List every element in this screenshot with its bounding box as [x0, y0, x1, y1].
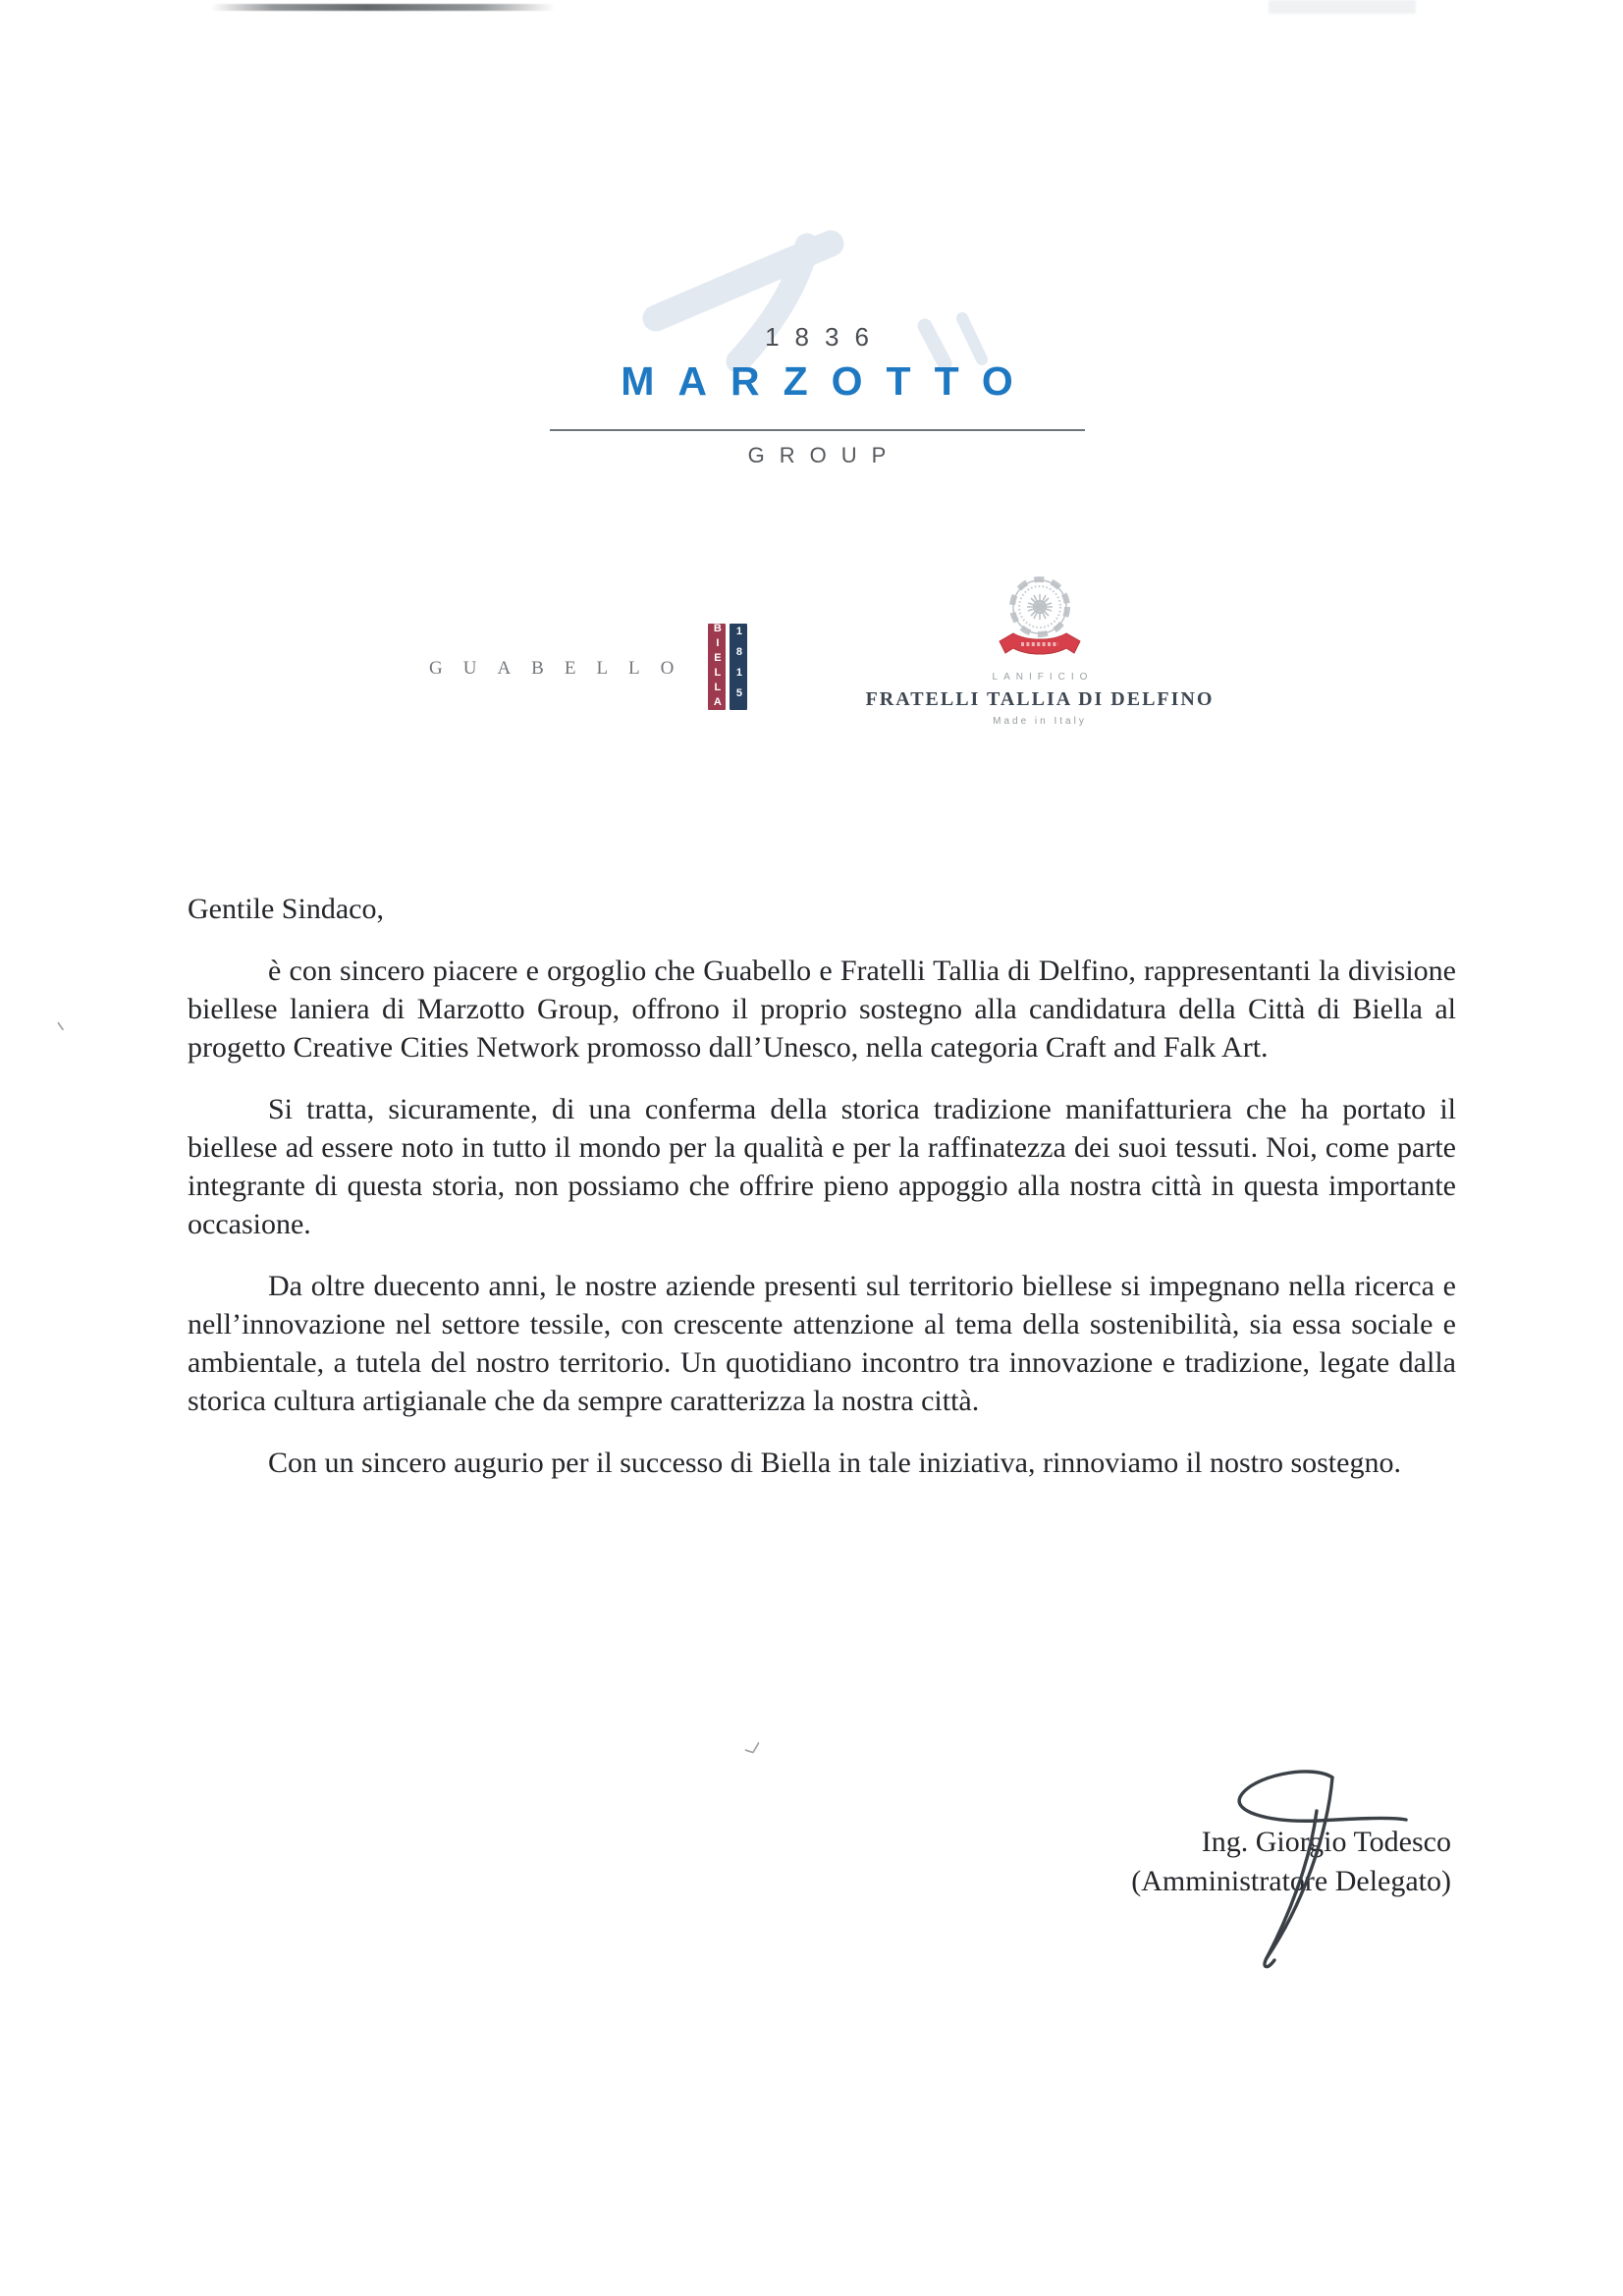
guabello-1815-text: 1815 [732, 626, 745, 708]
tallia-wordmark: FRATELLI TALLIA DI DELFINO [865, 688, 1215, 710]
signatory-name: Ing. Giorgio Todesco [1201, 1826, 1451, 1858]
letter-paragraph-1: è con sincero piacere e orgoglio che Guabello e Fratelli Tallia di Delfino, rappresentanti la divisione biellese laniera di Marzotto Group, offrono il proprio sostegno alla candidatura della Città di Biella al progetto Creative Cities Network promosso dall’Unesco, nella categoria Craft and Falk Art. [188, 955, 1456, 1064]
guabello-biella-bar [708, 624, 726, 710]
signature-block [1131, 1823, 1451, 1901]
tallia-crest-icon [998, 574, 1082, 669]
brand-divider [550, 429, 1085, 431]
letter-salutation: Gentile Sindaco, [188, 893, 384, 925]
letter-paragraph-3: Da oltre duecento anni, le nostre aziende presenti sul territorio biellese si impegnano nella ricerca e nell’innovazione nel settore tessile, con crescente attenzione al tema della sostenibilità, sia essa sociale e ambientale, a tutela del nostro territorio. Un quotidiano incontro tra innovazione e tradizione, legate dalla storica cultura artigianale che da sempre caratterizza la nostra città. [188, 1270, 1456, 1417]
brand-year: 1836 [765, 322, 885, 352]
scan-artifact-streak [211, 4, 555, 11]
tallia-lanificio-label: LANIFICIO [992, 672, 1094, 683]
guabello-bars [708, 624, 747, 710]
letter-paragraph-4: Con un sincero augurio per il successo di Biella in tale iniziativa, rinnoviamo il nostro sostegno. [268, 1447, 1401, 1479]
scan-artifact-patch [1269, 0, 1416, 14]
brand-group-label: GROUP [747, 443, 901, 467]
letter-body [188, 890, 1456, 1505]
scan-artifact-speck [744, 1739, 760, 1754]
tallia-made-in-italy: Made in Italy [993, 716, 1087, 727]
scan-artifact-speck [57, 1017, 70, 1030]
letter-paragraph-2: Si tratta, sicuramente, di una conferma della storica tradizione manifatturiera che ha portato il biellese ad essere noto in tutto il mondo per la qualità e per la raffinatezza dei suoi tessuti. Noi, come parte integrante di questa storia, non possiamo che offrire pieno appoggio alla nostra città in questa importante occasione. [188, 1093, 1456, 1240]
guabello-1815-bar [730, 624, 747, 710]
guabello-wordmark: GUABELLO [429, 657, 695, 679]
signatory-title: (Amministratore Delegato) [1131, 1865, 1451, 1897]
marzotto-letterhead [483, 324, 1151, 466]
brand-name: MARZOTTO [621, 358, 1037, 404]
guabello-biella-text: BIELLA [711, 623, 724, 711]
tallia-di-delfino-logo [865, 574, 1215, 727]
guabello-logo [429, 624, 747, 710]
